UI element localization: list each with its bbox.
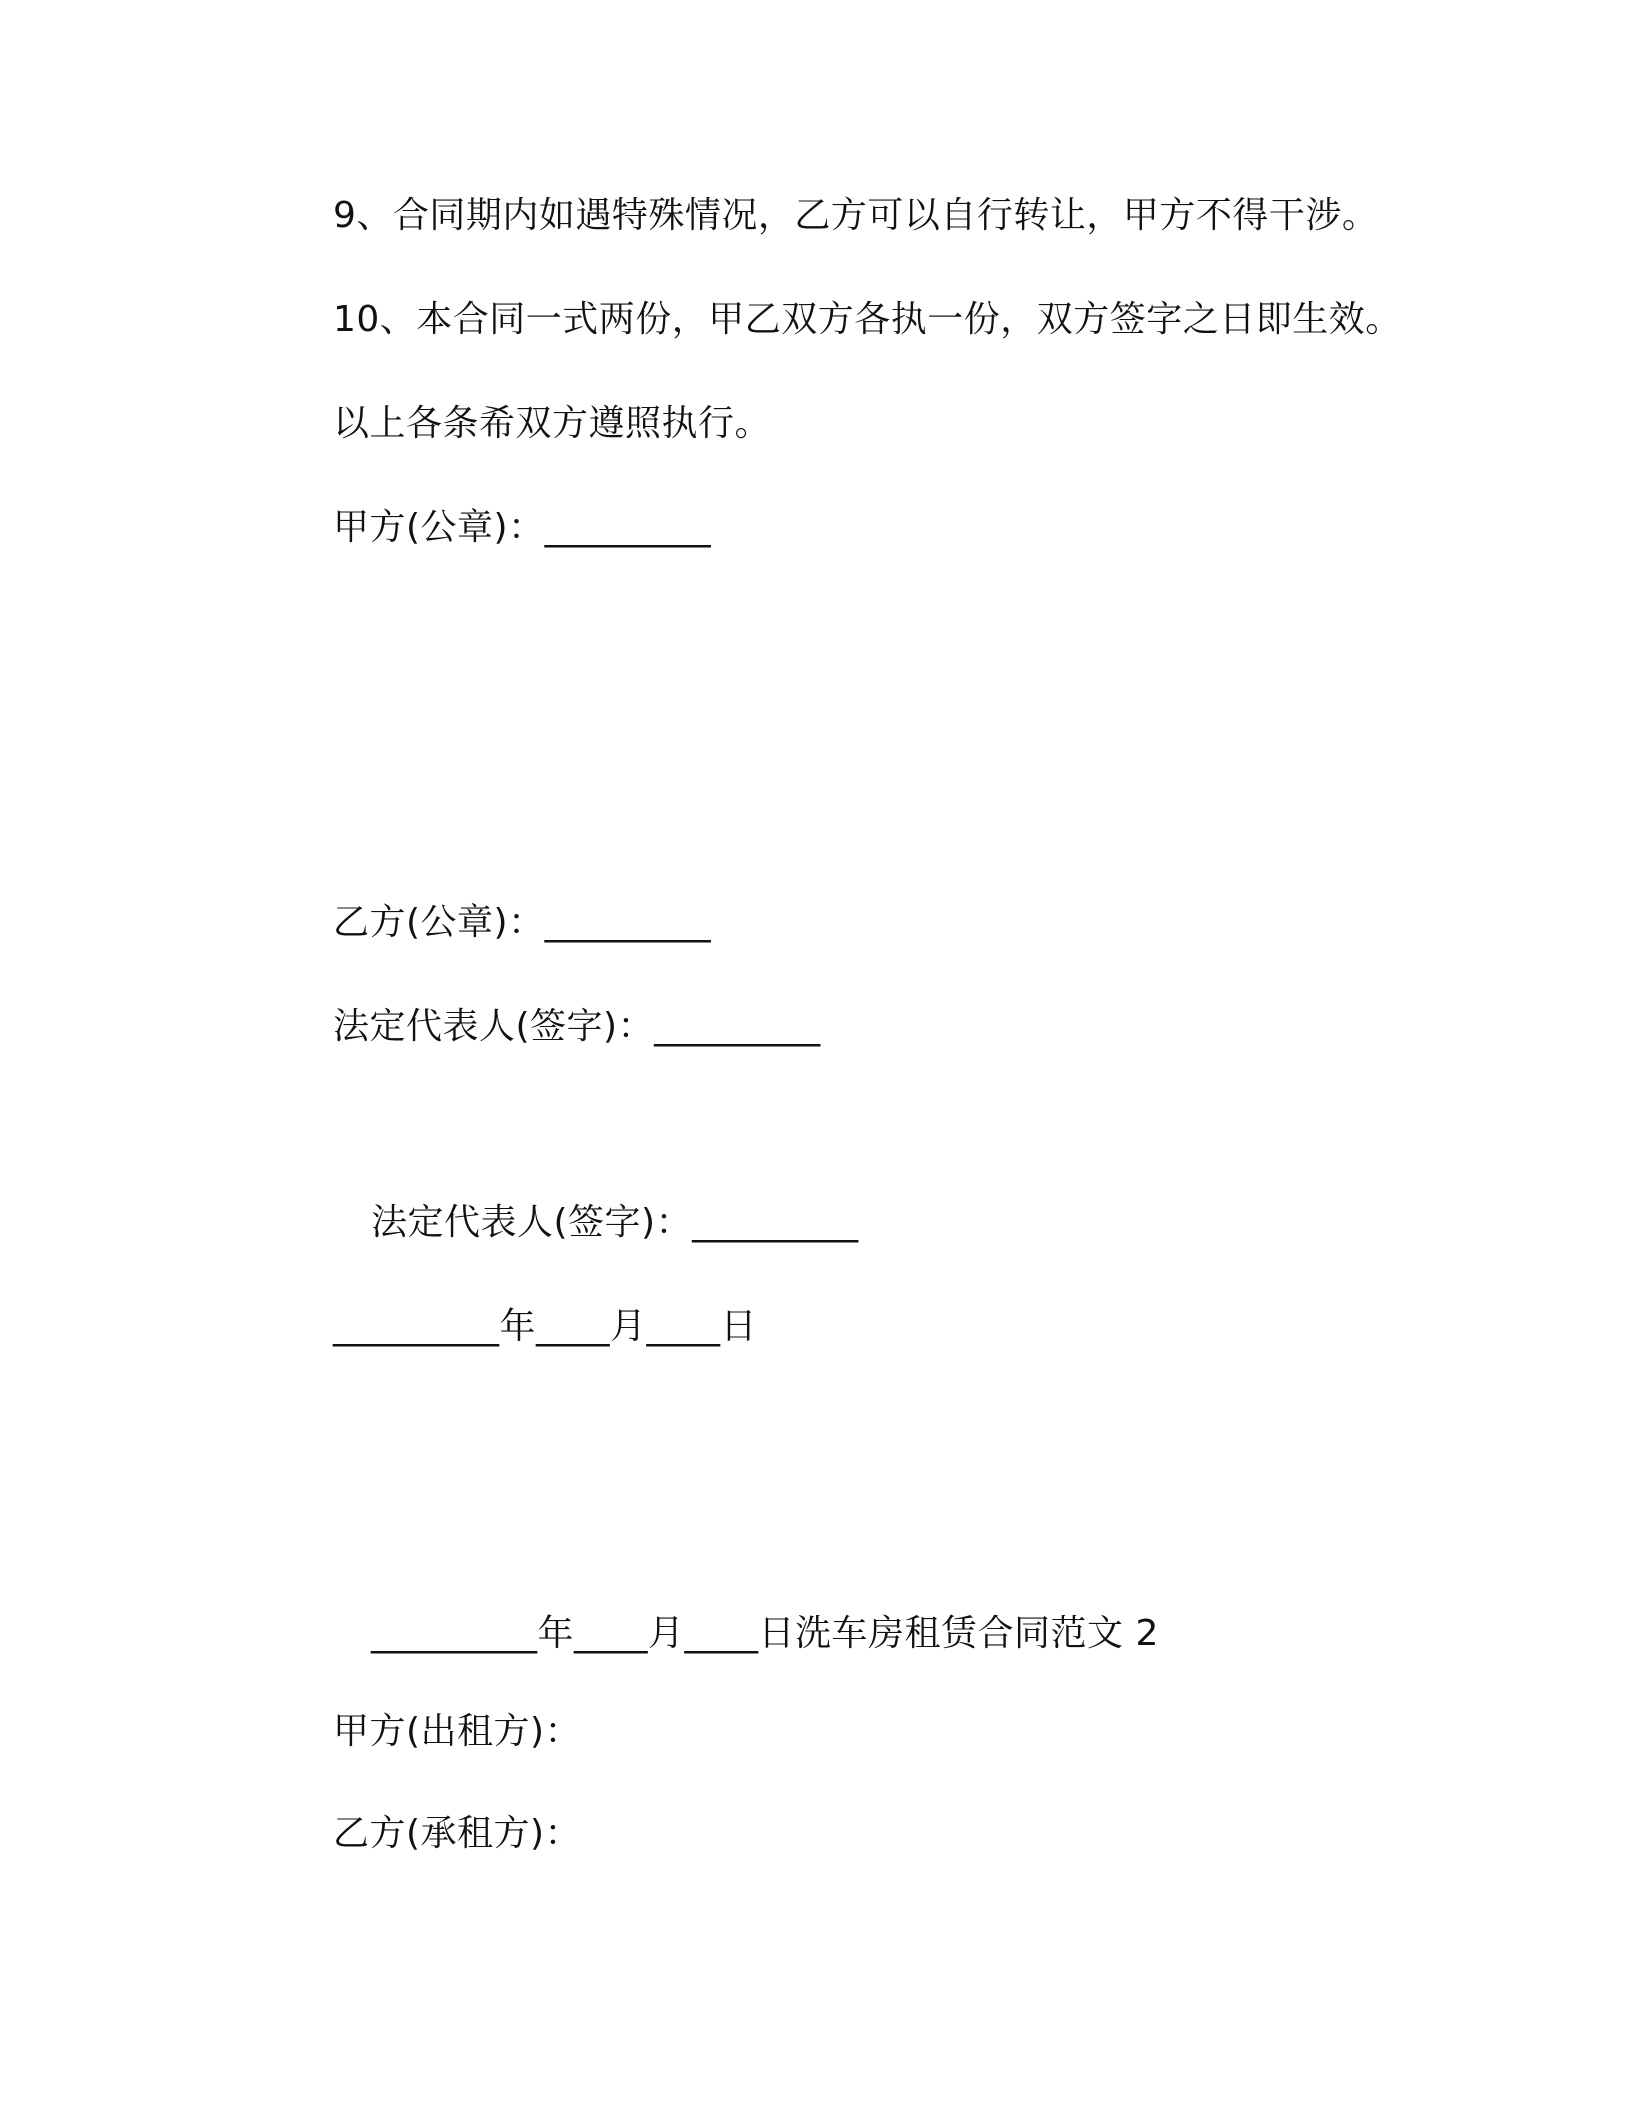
clause-9: 9、合同期内如遇特殊情况，乙方可以自行转让，甲方不得干涉。 (333, 195, 1379, 236)
closing-statement: 以上各条希双方遵照执行。 (333, 403, 772, 444)
date-line-with-title: _________年____月____日洗车房租赁合同范文 2 (371, 1613, 1159, 1654)
party-a-seal-line: 甲方(公章)：_________ (333, 507, 712, 548)
lessee-line: 乙方(承租方)： (333, 1813, 582, 1854)
legal-representative-signature-line: 法定代表人(签字)：_________ (333, 1006, 821, 1047)
lessor-line: 甲方(出租方)： (333, 1711, 582, 1752)
clause-10: 10、本合同一式两份，甲乙双方各执一份，双方签字之日即生效。 (333, 299, 1402, 340)
legal-representative-signature-line-2: 法定代表人(签字)：_________ (371, 1202, 859, 1243)
date-line: _________年____月____日 (333, 1306, 757, 1347)
party-b-seal-line: 乙方(公章)：_________ (333, 902, 712, 943)
